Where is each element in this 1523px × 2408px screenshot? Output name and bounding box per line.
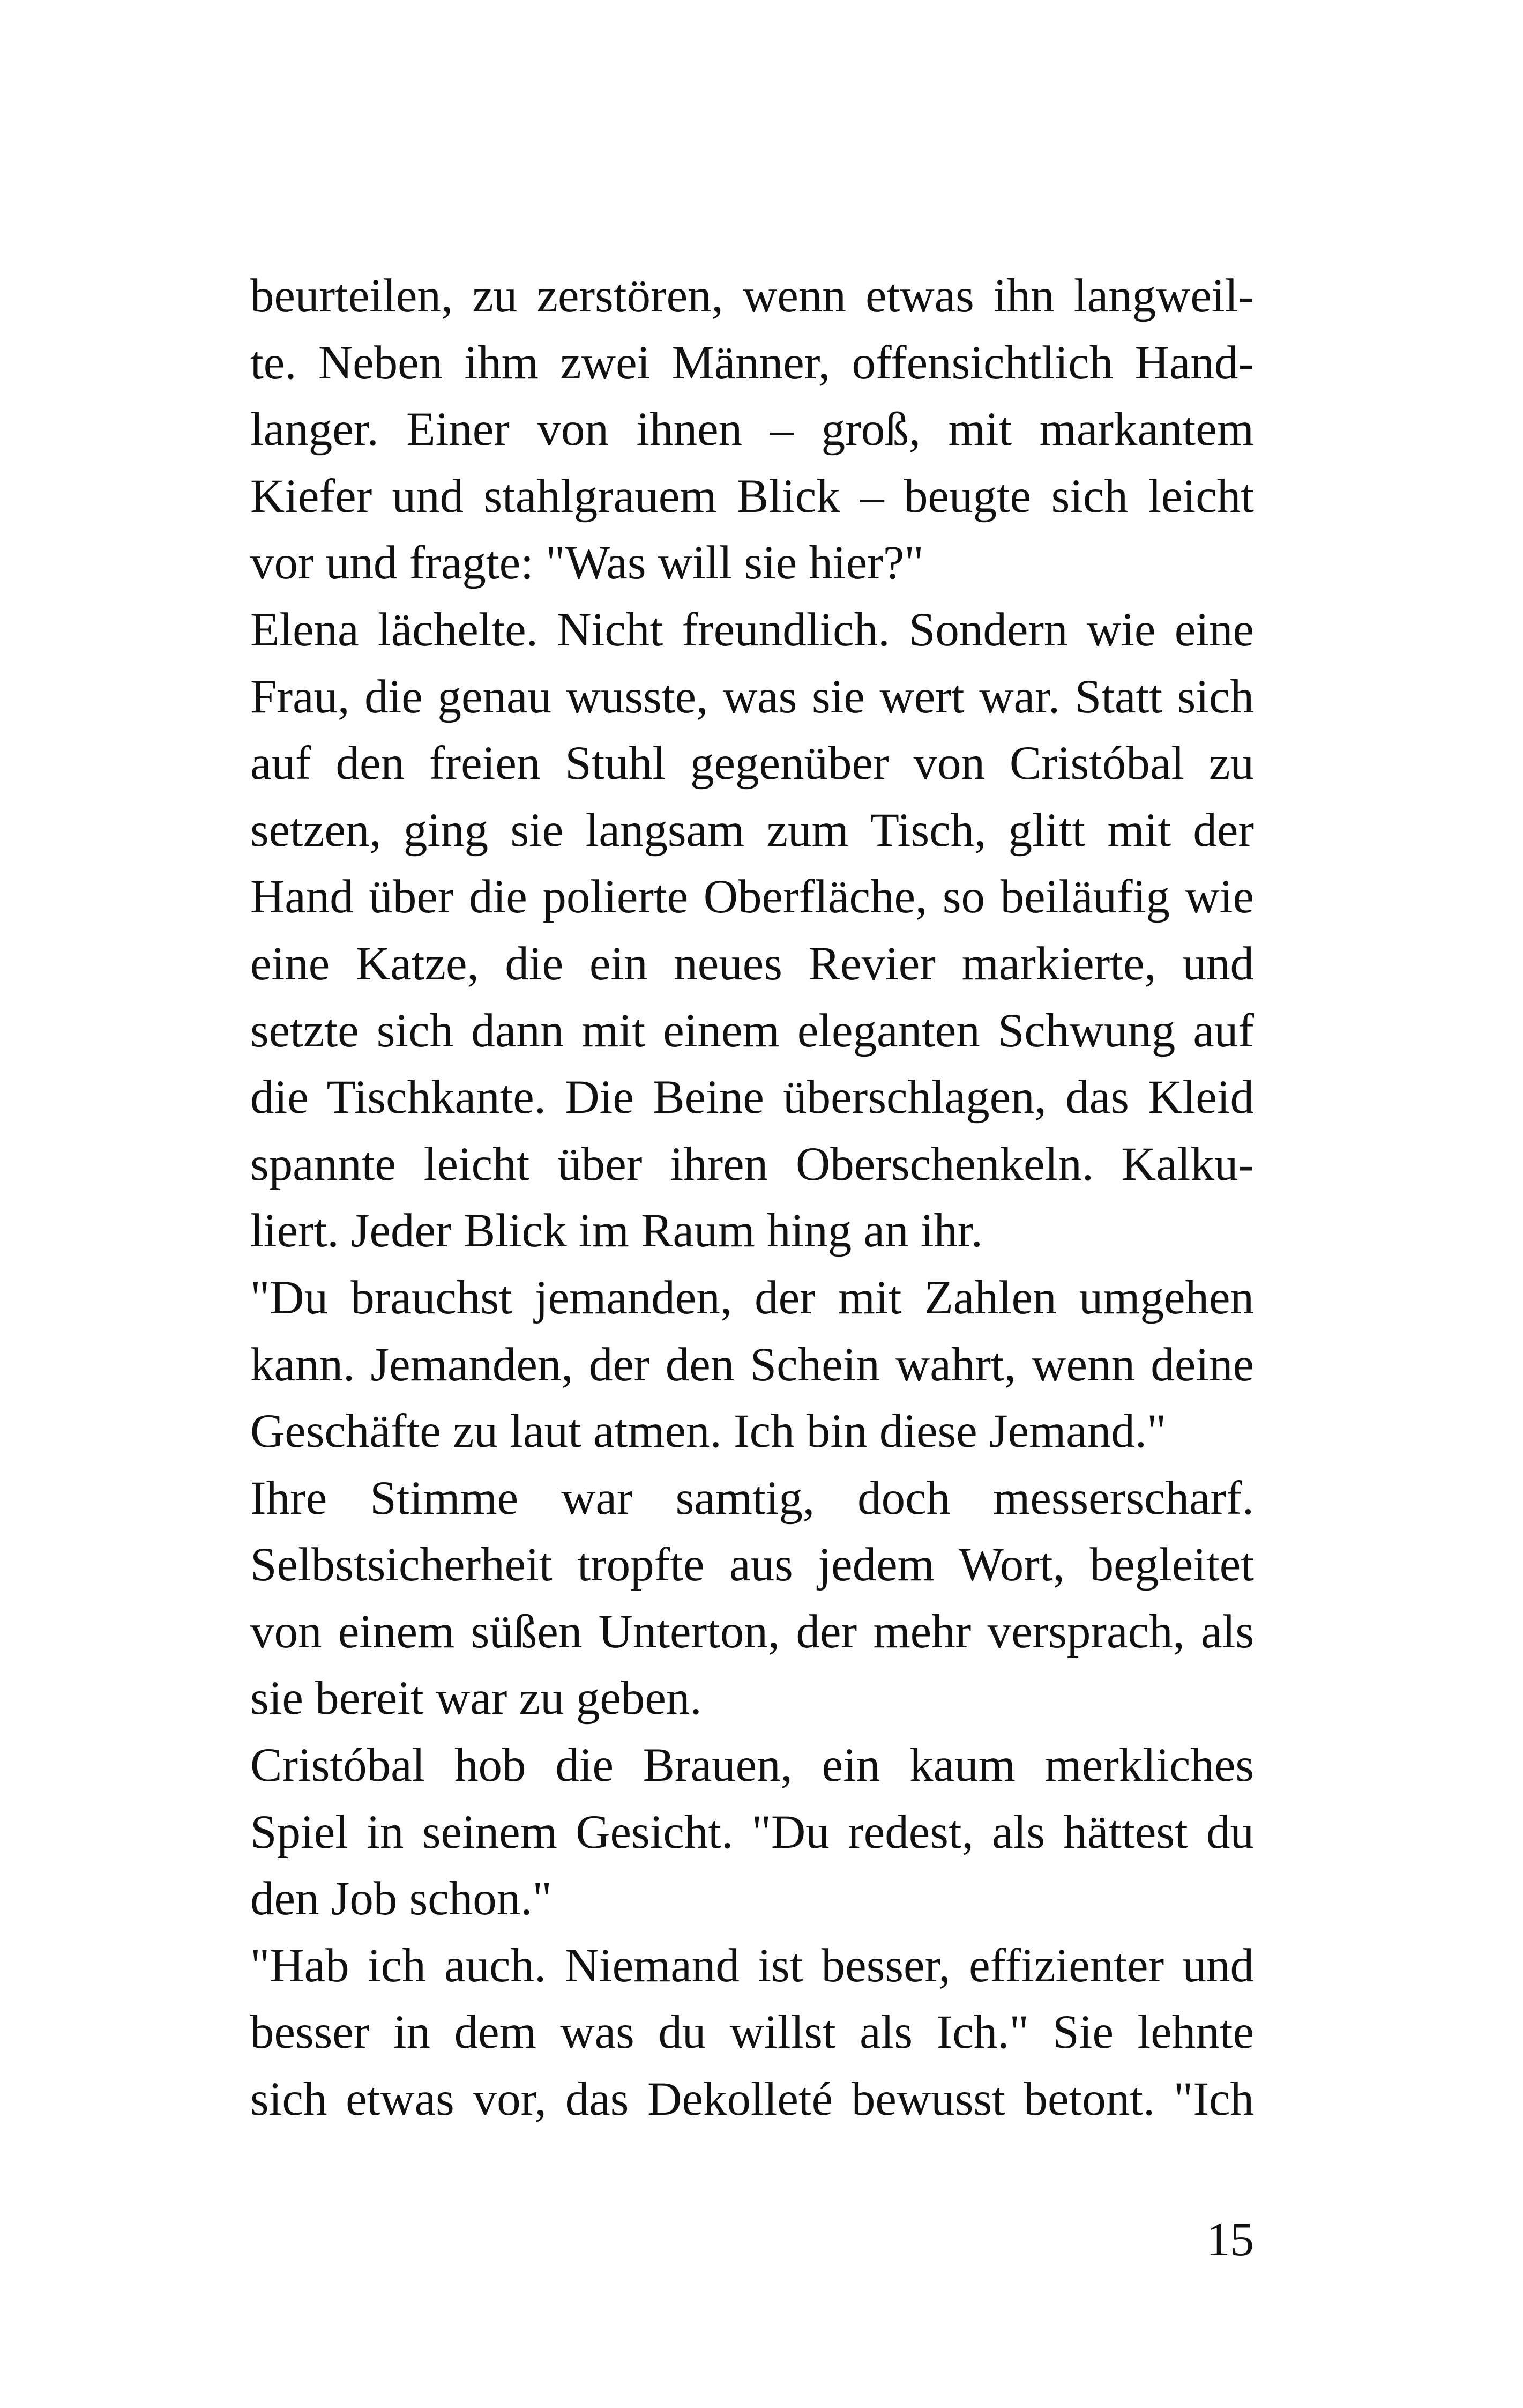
text-line: sie bereit war zu geben. [250,1672,702,1725]
text-line: "Hab ich auch. Niemand ist besser, effizienter und [250,1939,1254,1992]
text-line: setzte sich dann mit einem eleganten Schwung auf [250,1004,1254,1057]
text-line: spannte leicht über ihren Oberschenkeln. Kalku- [250,1138,1254,1191]
text-line: besser in dem was du willst als Ich." Sie lehnte [250,2006,1254,2059]
text-line: setzen, ging sie langsam zum Tisch, glitt mit der [250,804,1254,857]
text-line: die Tischkante. Die Beine überschlagen, das Kleid [250,1071,1254,1124]
text-line: auf den freien Stuhl gegenüber von Cristóbal zu [250,737,1254,790]
text-line: Cristóbal hob die Brauen, ein kaum merkliches [250,1739,1254,1792]
text-line: Ihre Stimme war samtig, doch messerscharf. [250,1471,1254,1525]
text-line: von einem süßen Unterton, der mehr versprach, als [250,1605,1254,1658]
text-line: beurteilen, zu zerstören, wenn etwas ihn langweil- [250,270,1254,322]
text-line: Selbstsicherheit tropfte aus jedem Wort, begleitet [250,1539,1254,1592]
text-line: Kiefer und stahlgrauem Blick – beugte sich leicht [250,470,1254,523]
text-line: sich etwas vor, das Dekolleté bewusst betont. "Ich [250,2073,1254,2126]
page-number: 15 [1206,2213,1254,2266]
text-line: kann. Jemanden, der den Schein wahrt, wenn deine [250,1338,1254,1391]
body-text [250,263,1254,2133]
text-line: vor und fragte: "Was will sie hier?" [250,537,924,590]
text-line: te. Neben ihm zwei Männer, offensichtlich Hand- [250,336,1254,389]
text-line: den Job schon." [250,1872,552,1926]
text-line: eine Katze, die ein neues Revier markierte, und [250,937,1254,990]
text-line: Geschäfte zu laut atmen. Ich bin diese Jemand." [250,1405,1167,1458]
text-line: "Du brauchst jemanden, der mit Zahlen umgehen [250,1271,1254,1324]
text-line: Hand über die polierte Oberfläche, so beiläufig wie [250,871,1254,924]
text-line: liert. Jeder Blick im Raum hing an ihr. [250,1205,983,1258]
text-line: langer. Einer von ihnen – groß, mit markantem [250,403,1254,456]
text-line: Frau, die genau wusste, was sie wert war. Statt sich [250,670,1254,723]
text-line: Elena lächelte. Nicht freundlich. Sondern wie eine [250,603,1254,656]
text-line: Spiel in seinem Gesicht. "Du redest, als hättest du [250,1805,1254,1859]
